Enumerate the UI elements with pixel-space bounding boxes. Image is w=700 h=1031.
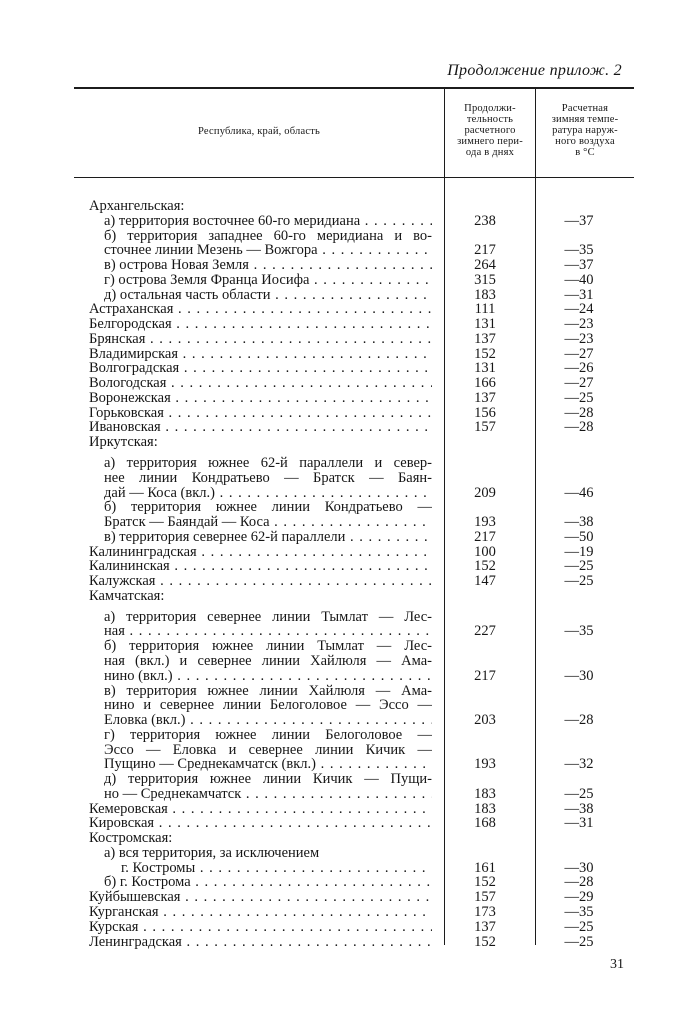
region-name: Ивановская . . . bbox=[89, 420, 432, 435]
region-name: б) территория южнее линии Кондратьево — bbox=[104, 500, 432, 516]
winter-temperature: —46 bbox=[564, 484, 594, 501]
header-temperature bbox=[537, 103, 633, 158]
table-row bbox=[0, 589, 700, 604]
header-region: Республика, край, область bbox=[198, 126, 320, 137]
table-row bbox=[0, 361, 700, 376]
winter-temperature: —35 bbox=[564, 623, 594, 640]
winter-temperature: —27 bbox=[564, 375, 594, 392]
region-name: Еловка (вкл.) . . . bbox=[104, 713, 432, 728]
winter-temperature: —25 bbox=[564, 389, 594, 406]
region-name: Кировская . . . bbox=[89, 816, 432, 831]
region-name: Куйбышевская . . . bbox=[89, 890, 432, 905]
winter-temperature: —30 bbox=[564, 667, 594, 684]
region-name: в) острова Новая Земля . . . bbox=[104, 258, 432, 273]
table-row bbox=[0, 258, 700, 273]
table-row bbox=[0, 875, 700, 890]
header-line: зимняя темпе- bbox=[551, 114, 619, 125]
table-row bbox=[0, 684, 700, 699]
region-name: а) вся территория, за исключением bbox=[104, 845, 320, 861]
duration-days: 100 bbox=[474, 543, 496, 560]
duration-days: 111 bbox=[474, 301, 496, 318]
header-line: Расчетная bbox=[561, 103, 609, 114]
region-name: сточнее линии Мезень — Вожгора . . . bbox=[104, 243, 432, 258]
region-name: Костромская: bbox=[89, 831, 173, 846]
table-row bbox=[0, 772, 700, 787]
duration-days: 157 bbox=[474, 419, 496, 436]
table-row bbox=[0, 802, 700, 817]
region-name: Владимирская . . . bbox=[89, 347, 432, 362]
table-row bbox=[0, 471, 700, 486]
region-name: Ленинградская . . . bbox=[89, 935, 432, 950]
header-line: ратура наруж- bbox=[552, 125, 618, 136]
region-name: б) территория южнее линии Тымлат — Лес- bbox=[104, 639, 432, 654]
table-row bbox=[0, 391, 700, 406]
table-row bbox=[0, 243, 700, 258]
winter-temperature: —23 bbox=[564, 316, 594, 333]
table-row bbox=[0, 332, 700, 347]
table-row bbox=[0, 420, 700, 435]
duration-days: 183 bbox=[474, 800, 496, 817]
table-row bbox=[0, 669, 700, 684]
region-name: д) остальная часть области . . . bbox=[104, 288, 432, 303]
table-row bbox=[0, 456, 700, 471]
table-row bbox=[0, 229, 700, 244]
duration-days: 227 bbox=[474, 623, 496, 640]
duration-days: 137 bbox=[474, 389, 496, 406]
table-row bbox=[0, 846, 700, 861]
region-name: Пущино — Среднекамчатск (вкл.) . . . bbox=[104, 757, 432, 772]
table-row bbox=[0, 199, 700, 214]
region-name: Братск — Баяндай — Коса . . . bbox=[104, 515, 432, 530]
table-row bbox=[0, 905, 700, 920]
winter-temperature: —38 bbox=[564, 514, 594, 531]
region-name: Курская . . . bbox=[89, 920, 432, 935]
table-row bbox=[0, 698, 700, 713]
region-name: Горьковская . . . bbox=[89, 406, 432, 421]
region-name: в) территория севернее 62-й параллели . . . bbox=[104, 530, 432, 545]
region-name: а) территория севернее линии Тымлат — Лес- bbox=[104, 609, 432, 625]
region-name: г) территория южнее линии Белоголовое — bbox=[104, 727, 432, 743]
region-name: дай — Коса (вкл.) . . . bbox=[104, 486, 432, 501]
winter-temperature: —23 bbox=[564, 330, 594, 347]
region-name: Эссо — Еловка и севернее линии Кичик — bbox=[104, 742, 432, 758]
duration-days: 152 bbox=[474, 933, 496, 950]
table-row bbox=[0, 743, 700, 758]
table-row bbox=[0, 317, 700, 332]
table-row bbox=[0, 376, 700, 391]
winter-temperature: —25 bbox=[564, 558, 594, 575]
duration-days: 168 bbox=[474, 815, 496, 832]
winter-temperature: —40 bbox=[564, 271, 594, 288]
region-name: Вологодская . . . bbox=[89, 376, 432, 391]
table-row bbox=[0, 559, 700, 574]
winter-temperature: —28 bbox=[564, 712, 594, 729]
header-line: ного воздуха bbox=[555, 136, 615, 147]
region-name: нино (вкл.) . . . bbox=[104, 669, 432, 684]
duration-days: 209 bbox=[474, 484, 496, 501]
duration-days: 183 bbox=[474, 286, 496, 303]
winter-temperature: —35 bbox=[564, 242, 594, 259]
duration-days: 137 bbox=[474, 330, 496, 347]
page-caption: Продолжение прилож. 2 bbox=[447, 62, 622, 79]
table-row bbox=[0, 787, 700, 802]
winter-temperature: —28 bbox=[564, 874, 594, 891]
duration-days: 173 bbox=[474, 903, 496, 920]
duration-days: 152 bbox=[474, 558, 496, 575]
duration-days: 166 bbox=[474, 375, 496, 392]
duration-days: 147 bbox=[474, 573, 496, 590]
table-row bbox=[0, 654, 700, 669]
table-row bbox=[0, 500, 700, 515]
table-row bbox=[0, 610, 700, 625]
duration-days: 238 bbox=[474, 212, 496, 229]
top-rule bbox=[74, 87, 634, 89]
winter-temperature: —27 bbox=[564, 345, 594, 362]
winter-temperature: —25 bbox=[564, 573, 594, 590]
region-name: Воронежская . . . bbox=[89, 391, 432, 406]
region-name: Иркутская: bbox=[89, 435, 158, 451]
winter-temperature: —28 bbox=[564, 404, 594, 421]
duration-days: 193 bbox=[474, 514, 496, 531]
region-name: ная (вкл.) и севернее линии Хайлюля — Ама- bbox=[104, 653, 432, 669]
table-row bbox=[0, 302, 700, 317]
table-row bbox=[0, 713, 700, 728]
table-row bbox=[0, 624, 700, 639]
header-line: зимнего пери- bbox=[457, 136, 523, 147]
winter-temperature: —37 bbox=[564, 257, 594, 274]
winter-temperature: —25 bbox=[564, 785, 594, 802]
table-row bbox=[0, 816, 700, 831]
region-name: Калининская . . . bbox=[89, 559, 432, 574]
winter-temperature: —25 bbox=[564, 933, 594, 950]
winter-temperature: —19 bbox=[564, 543, 594, 560]
table-row bbox=[0, 288, 700, 303]
table-row bbox=[0, 406, 700, 421]
region-name: ная . . . bbox=[104, 624, 432, 639]
header-line: ода в днях bbox=[465, 147, 515, 158]
region-name: а) территория южнее 62-й параллели и север- bbox=[104, 456, 432, 471]
table-row bbox=[0, 831, 700, 846]
header-duration bbox=[446, 103, 534, 158]
table-row bbox=[0, 486, 700, 501]
duration-days: 183 bbox=[474, 785, 496, 802]
region-name: г. Костромы . . . bbox=[121, 861, 432, 876]
region-name: г) острова Земля Франца Иосифа . . . bbox=[104, 273, 432, 288]
winter-temperature: —30 bbox=[564, 859, 594, 876]
winter-temperature: —31 bbox=[564, 815, 594, 832]
table-row bbox=[0, 515, 700, 530]
region-name: б) г. Кострома . . . bbox=[104, 875, 432, 890]
winter-temperature: —25 bbox=[564, 918, 594, 935]
region-name: Архангельская: bbox=[89, 199, 185, 214]
duration-days: 217 bbox=[474, 528, 496, 545]
header-line: тельность bbox=[466, 114, 514, 125]
winter-temperature: —29 bbox=[564, 889, 594, 906]
region-name: Калининградская . . . bbox=[89, 545, 432, 560]
region-name: в) территория южнее линии Хайлюля — Ама- bbox=[104, 683, 432, 699]
table-row bbox=[0, 861, 700, 876]
winter-temperature: —35 bbox=[564, 903, 594, 920]
region-name: Курганская . . . bbox=[89, 905, 432, 920]
table-row bbox=[0, 890, 700, 905]
region-name: б) территория западнее 60-го меридиана и во- bbox=[104, 228, 432, 244]
header-line: расчетного bbox=[464, 125, 516, 136]
duration-days: 264 bbox=[474, 257, 496, 274]
winter-temperature: —26 bbox=[564, 360, 594, 377]
region-name: Брянская . . . bbox=[89, 332, 432, 347]
duration-days: 156 bbox=[474, 404, 496, 421]
duration-days: 137 bbox=[474, 918, 496, 935]
duration-days: 217 bbox=[474, 242, 496, 259]
table-row bbox=[0, 347, 700, 362]
header-line: Продолжи- bbox=[464, 103, 516, 114]
region-name: д) территория южнее линии Кичик — Пущи- bbox=[104, 772, 432, 787]
region-name: Астраханская . . . bbox=[89, 302, 432, 317]
region-name: нее линии Кондратьево — Братск — Баян- bbox=[104, 470, 432, 486]
duration-days: 203 bbox=[474, 712, 496, 729]
winter-temperature: —32 bbox=[564, 756, 594, 773]
duration-days: 161 bbox=[474, 859, 496, 876]
region-name: но — Среднекамчатск . . . bbox=[104, 787, 432, 802]
duration-days: 157 bbox=[474, 889, 496, 906]
table-row bbox=[0, 214, 700, 229]
duration-days: 152 bbox=[474, 345, 496, 362]
winter-temperature: —31 bbox=[564, 286, 594, 303]
duration-days: 131 bbox=[474, 360, 496, 377]
winter-temperature: —50 bbox=[564, 528, 594, 545]
header-bottom-rule bbox=[74, 177, 634, 178]
table-row bbox=[0, 530, 700, 545]
table-row bbox=[0, 935, 700, 950]
table-row bbox=[0, 273, 700, 288]
duration-days: 217 bbox=[474, 667, 496, 684]
table-row bbox=[0, 728, 700, 743]
region-name: Камчатская: bbox=[89, 588, 165, 604]
region-name: Волгоградская . . . bbox=[89, 361, 432, 376]
table-row bbox=[0, 639, 700, 654]
table-row bbox=[0, 757, 700, 772]
winter-temperature: —38 bbox=[564, 800, 594, 817]
winter-temperature: —24 bbox=[564, 301, 594, 318]
duration-days: 315 bbox=[474, 271, 496, 288]
table-body bbox=[0, 199, 700, 949]
region-name: Калужская . . . bbox=[89, 574, 432, 589]
table-row bbox=[0, 574, 700, 589]
header-line: в °С bbox=[575, 147, 595, 158]
table-row bbox=[0, 545, 700, 560]
region-name: а) территория восточнее 60-го меридиана . . . bbox=[104, 214, 432, 229]
table-row bbox=[0, 435, 700, 450]
table-row bbox=[0, 920, 700, 935]
duration-days: 193 bbox=[474, 756, 496, 773]
page-number: 31 bbox=[610, 957, 624, 972]
region-name: нино и севернее линии Белоголовое — Эссо — bbox=[104, 698, 432, 714]
region-name: Кемеровская . . . bbox=[89, 802, 432, 817]
region-name: Белгородская . . . bbox=[89, 317, 432, 332]
duration-days: 152 bbox=[474, 874, 496, 891]
winter-temperature: —28 bbox=[564, 419, 594, 436]
winter-temperature: —37 bbox=[564, 212, 594, 229]
duration-days: 131 bbox=[474, 316, 496, 333]
